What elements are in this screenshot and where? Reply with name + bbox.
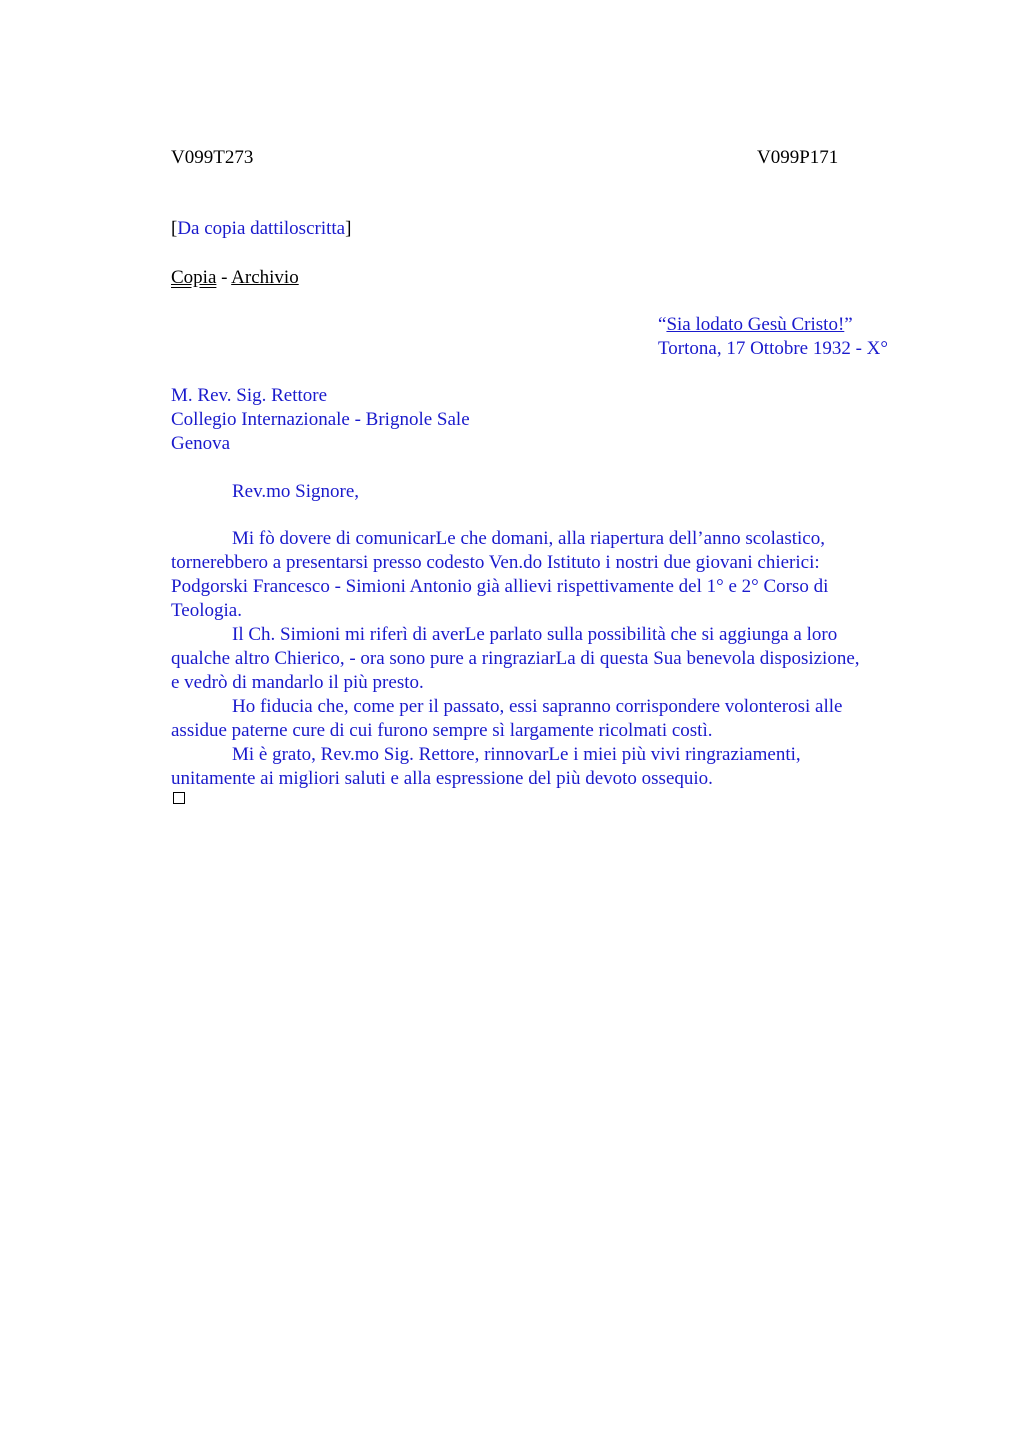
recipient-line-3: Genova bbox=[171, 433, 231, 454]
source-note-text: Da copia dattiloscritta bbox=[177, 218, 346, 239]
letter-body bbox=[171, 527, 931, 791]
body-paragraph-4: Mi è grato, Rev.mo Sig. Rettore, rinnovarLe i miei più vivi ringraziamenti, unitamente ai migliori saluti e alla espressione del più devoto ossequio. bbox=[171, 744, 801, 789]
motto-line bbox=[658, 313, 888, 337]
end-marker-box bbox=[173, 792, 185, 804]
recipient-line-1: M. Rev. Sig. Rettore bbox=[171, 385, 328, 406]
motto-open-quote: “ bbox=[658, 314, 667, 335]
motto-close-quote: ” bbox=[844, 314, 853, 335]
body-paragraph-2: Il Ch. Simioni mi riferì di averLe parlato sulla possibilità che si aggiunga a loro qualche altro Chierico, - ora sono pure a ringraziarLa di questa Sua benevola disposizione, e vedrò di mandarlo il più presto. bbox=[171, 624, 860, 693]
source-open-bracket: [ bbox=[171, 218, 178, 239]
archive-line bbox=[171, 266, 299, 290]
archive-separator: - bbox=[216, 267, 232, 288]
source-close-bracket: ] bbox=[345, 218, 352, 239]
motto-block bbox=[658, 313, 888, 361]
place-date: Tortona, 17 Ottobre 1932 - X° bbox=[658, 338, 889, 359]
copy-label: Copia bbox=[171, 267, 217, 288]
salutation: Rev.mo Signore, bbox=[232, 481, 360, 502]
archive-label: Archivio bbox=[231, 267, 299, 288]
body-paragraph-3: Ho fiducia che, come per il passato, essi sapranno corrispondere volonterosi alle assidue paterne cure di cui furono sempre sì largamente ricolmati costì. bbox=[171, 696, 843, 741]
motto-text: Sia lodato Gesù Cristo! bbox=[666, 314, 845, 335]
body-paragraph-1: Mi fò dovere di comunicarLe che domani, alla riapertura dell’anno scolastico, tornerebbero a presentarsi presso codesto Ven.do Istituto i nostri due giovani chierici: Podgorski Francesco - Simioni Antonio già allievi rispettivamente del 1° e 2° Corso di Teologia. bbox=[171, 528, 829, 621]
recipient-line-2: Collegio Internazionale - Brignole Sale bbox=[171, 409, 470, 430]
document-id-left: V099T273 bbox=[171, 147, 254, 168]
recipient-address bbox=[171, 384, 470, 456]
document-id-right: V099P171 bbox=[757, 147, 839, 168]
source-note bbox=[171, 217, 351, 241]
